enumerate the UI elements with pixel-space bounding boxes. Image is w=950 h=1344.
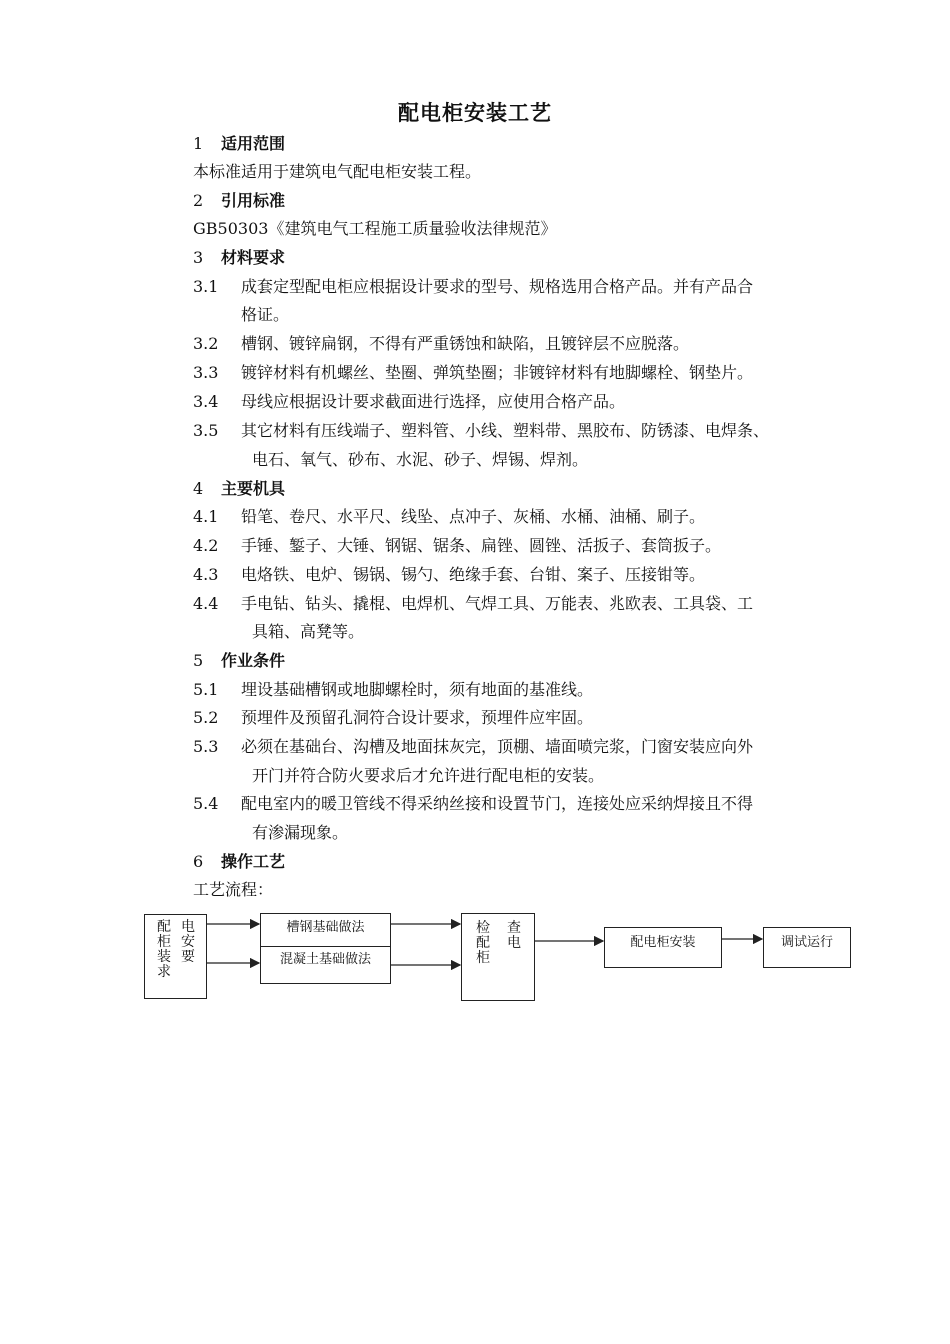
- section-number: 2: [193, 191, 204, 210]
- flow-box-requirements-col1: 配柜装求: [157, 919, 171, 980]
- item-number: 3.4: [193, 392, 219, 411]
- item-number: 3.3: [193, 363, 219, 382]
- flow-box-inspect-col2: 查电: [507, 920, 521, 951]
- flow-box-requirements-col2: 电安要: [181, 919, 195, 965]
- section-number: 1: [193, 134, 204, 153]
- flow-box-install-label: 配电柜安装: [630, 935, 696, 950]
- item-number: 5.2: [193, 708, 219, 727]
- section-number: 4: [193, 479, 204, 498]
- section-2-text: GB50303《建筑电气工程施工质量验收法律规范》: [193, 219, 557, 238]
- item-text-continued: 开门并符合防火要求后才允许进行配电柜的安装。: [252, 766, 605, 785]
- item-number: 5.1: [193, 680, 219, 699]
- item-text: 母线应根据设计要求截面进行选择，应使用合格产品。: [241, 392, 626, 411]
- flow-box-commission-label: 调试运行: [780, 935, 833, 950]
- flow-box-concrete-label: 混凝土基础做法: [279, 952, 371, 967]
- section-title: 适用范围: [221, 134, 286, 153]
- document-title: 配电柜安装工艺: [398, 100, 552, 125]
- item-text: 镀锌材料有机螺丝、垫圈、弹筑垫圈；非镀锌材料有地脚螺栓、钢垫片。: [241, 363, 754, 382]
- section-1-text: 本标准适用于建筑电气配电柜安装工程。: [193, 162, 482, 181]
- section-title: 操作工艺: [221, 852, 286, 871]
- section-6-text: 工艺流程：: [193, 880, 274, 899]
- section-title: 作业条件: [221, 651, 286, 670]
- item-number: 4.4: [193, 594, 219, 613]
- item-text: 槽钢、镀锌扁钢，不得有严重锈蚀和缺陷，且镀锌层不应脱落。: [241, 334, 690, 353]
- item-number: 4.1: [193, 507, 219, 526]
- item-text: 成套定型配电柜应根据设计要求的型号、规格选用合格产品。并有产品合: [241, 277, 754, 296]
- item-text-continued: 有渗漏现象。: [252, 823, 349, 842]
- item-text: 手锤、錾子、大锤、钢锯、锯条、扁锉、圆锉、活扳子、套筒扳子。: [241, 536, 722, 555]
- item-text: 埋设基础槽钢或地脚螺栓时，须有地面的基准线。: [241, 680, 594, 699]
- section-number: 6: [193, 852, 204, 871]
- section-title: 主要机具: [221, 479, 286, 498]
- item-number: 3.2: [193, 334, 219, 353]
- item-text-continued: 格证。: [241, 305, 290, 324]
- item-number: 4.3: [193, 565, 219, 584]
- item-text: 预埋件及预留孔洞符合设计要求，预埋件应牢固。: [241, 708, 594, 727]
- item-text: 电烙铁、电炉、锡锅、锡勺、绝缘手套、台钳、案子、压接钳等。: [241, 565, 706, 584]
- section-number: 5: [193, 651, 204, 670]
- item-number: 3.1: [193, 277, 219, 296]
- item-text: 手电钻、钻头、撬棍、电焊机、气焊工具、万能表、兆欧表、工具袋、工: [241, 594, 754, 613]
- item-number: 4.2: [193, 536, 219, 555]
- item-text-continued: 具箱、高凳等。: [252, 622, 365, 641]
- item-number: 3.5: [193, 421, 219, 440]
- item-text: 铅笔、卷尺、水平尺、线坠、点冲子、灰桶、水桶、油桶、刷子。: [241, 507, 706, 526]
- item-text-continued: 电石、氧气、砂布、水泥、砂子、焊锡、焊剂。: [252, 450, 589, 469]
- flow-box-channel-steel-label: 槽钢基础做法: [286, 920, 365, 935]
- section-title: 引用标准: [221, 191, 286, 210]
- item-text: 配电室内的暖卫管线不得采纳丝接和设置节门，连接处应采纳焊接且不得: [241, 794, 754, 813]
- section-title: 材料要求: [221, 248, 286, 267]
- item-number: 5.4: [193, 794, 219, 813]
- item-text: 其它材料有压线端子、塑料管、小线、塑料带、黑胶布、防锈漆、电焊条、: [241, 421, 770, 440]
- item-text: 必须在基础台、沟槽及地面抹灰完，顶棚、墙面喷完浆，门窗安装应向外: [241, 737, 754, 756]
- item-number: 5.3: [193, 737, 219, 756]
- flow-box-inspect-col1: 检配柜: [476, 920, 490, 966]
- section-number: 3: [193, 248, 204, 267]
